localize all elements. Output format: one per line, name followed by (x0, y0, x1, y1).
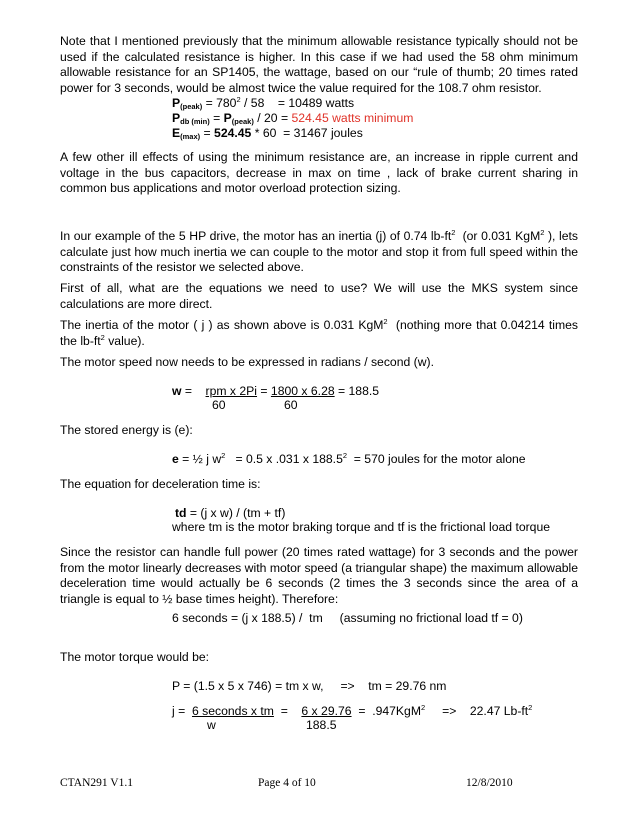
equation-w-denominator-1: 60 (212, 398, 226, 412)
paragraph-motor-speed: The motor speed now needs to be expressed in radians / second (w). (60, 355, 434, 369)
equation-w-denominator-2: 60 (284, 398, 298, 412)
footer-doc-id: CTAN291 V1.1 (60, 777, 133, 789)
equation-td-where: where tm is the motor braking torque and tf is the frictional load torque (172, 520, 551, 534)
paragraph-motor-torque: The motor torque would be: (60, 650, 210, 664)
equation-j-denominator-2: 188.5 (306, 718, 337, 732)
equation-w-numerator: w = rpm x 2Pi = 1800 x 6.28 = 188.5 (172, 384, 380, 398)
equation-power-torque: P = (1.5 x 5 x 746) = tm x w, => tm = 29.76 nm (172, 679, 447, 693)
paragraph-triangle: Since the resistor can handle full power (20 times rated wattage) for 3 seconds and the power from the motor linearly decreases with motor speed (a triangular shape) the maximum allowable deceleration time would actually be 6 seconds (2 times the 3 seconds since the area of a triangle is equal to ½ base times height). Therefore: (60, 545, 578, 606)
equation-td: td = (j x w) / (tm + tf) (175, 506, 286, 520)
footer-date: 12/8/2010 (466, 777, 513, 789)
equation-j-denominator-1: w (207, 718, 216, 732)
equation-j-numerator: j = 6 seconds x tm = 6 x 29.76 = .947KgM$^2$ => 22.47 $Lb-ft^2$ (172, 703, 533, 718)
paragraph-decel-eq: The equation for deceleration time is: (60, 477, 261, 491)
paragraph-inertia-example: In our example of the 5 HP drive, the motor has an inertia (j) of 0.74 $lb-ft^2$ (or 0.031 KgM$^2$ ), lets calculate just how much inertia we can couple to the motor and stop it from full speed within the constraints of the resistor we selected above. (60, 228, 578, 275)
highlighted-result: 524.45 watts minimum (291, 111, 414, 125)
paragraph-motor-inertia: The inertia of the motor ( j ) as shown above is 0.031 KgM$^2$ (nothing more that 0.04214 times the $lb-ft^2$ value). (60, 317, 582, 348)
footer-page-number: Page 4 of 10 (258, 777, 316, 789)
paragraph-equations-intro: First of all, what are the equations we need to use? We will use the MKS system since calculations are more direct. (60, 281, 578, 311)
paragraph-min-resistance: Note that I mentioned previously that the minimum allowable resistance typically should not be used if the calculated resistance is higher. In this case if we had used the 58 ohm minimum allowable resistance for an SP1405, the wattage, based on our “rule of thumb; 20 times rated power for 3 seconds, would be almost twice the value required for the 108.7 ohm resistor. (60, 34, 578, 95)
equation-energy: e = ½ j $w^2 = 0.5$ x .031 x 188.5$^2$ = 570 joules for the motor alone (172, 451, 526, 466)
paragraph-ill-effects: A few other ill effects of using the minimum resistance are, an increase in ripple current and voltage in the bus capacitors, decrease in max on time , lack of brake current sharing in common bus applications and motor overload protection sizing. (60, 150, 578, 196)
equation-e-max: $E_{(max)} = 524.45 * 60 = 31467$ joules (172, 126, 363, 141)
paragraph-stored-energy: The stored energy is (e): (60, 423, 193, 437)
equation-six-seconds: 6 seconds = (j x 188.5) / tm (assuming no frictional load tf = 0) (172, 611, 523, 625)
equation-pdb-min: $P_{db (min)} = P_{(peak)} / 20 = 524.45$ watts minimum (172, 111, 414, 126)
equation-p-peak: $P_{(peak)} = 780^2 / 58$ = 10489 watts (172, 95, 355, 111)
